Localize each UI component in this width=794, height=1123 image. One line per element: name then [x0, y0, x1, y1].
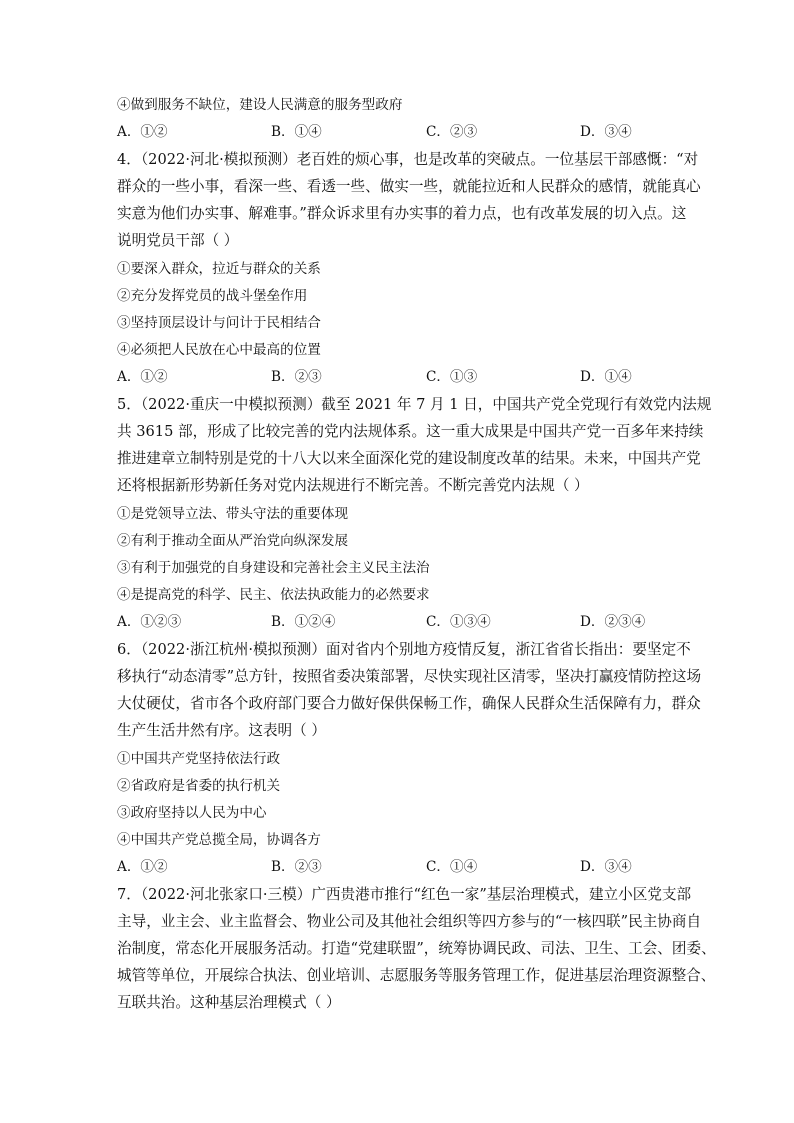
q6-stem-line: 6．（2022·浙江杭州·模拟预测）面对省内个别地方疫情反复，浙江省省长指出：要坚定不 [117, 641, 691, 658]
q4-answer-options [117, 368, 677, 386]
q5-answer-options [117, 613, 677, 631]
q3-answer-options [117, 123, 677, 141]
q5-stem-line: 推进建章立制特别是党的十八大以来全面深化党的建设制度改革的结果。未来，中国共产党 [117, 450, 701, 467]
answer-option-a: A．①② [117, 859, 168, 875]
answer-option-d: D．③④ [580, 124, 632, 140]
q6-option-statement-3: ③政府坚持以人民为中心 [117, 805, 267, 821]
q4-option-statement-4: ④必须把人民放在心中最高的位置 [117, 342, 321, 358]
q6-option-statement-1: ①中国共产党坚持依法行政 [117, 751, 281, 767]
q4-option-statement-3: ③坚持顶层设计与问计于民相结合 [117, 315, 321, 331]
q5-stem-line: 共 3615 部，形成了比较完善的党内法规体系。这一重大成果是中国共产党一百多年来持续 [117, 423, 704, 440]
q4-stem-line: 说明党员干部（ ） [117, 232, 239, 249]
q5-option-statement-2: ②有利于推动全面从严治党向纵深发展 [117, 533, 349, 549]
q6-stem-line: 生产生活井然有序。这表明（ ） [117, 722, 326, 739]
answer-option-b: B．②③ [271, 859, 322, 875]
answer-option-b: B．②③ [271, 369, 322, 385]
answer-option-b: B．①②④ [271, 614, 336, 630]
answer-option-b: B．①④ [271, 124, 322, 140]
q4-option-statement-2: ②充分发挥党员的战斗堡垒作用 [117, 288, 308, 304]
q7-stem-line: 主导，业主会、业主监督会、物业公司及其他社会组织等四方参与的“一核四联”民主协商自 [117, 913, 702, 930]
q7-stem-line: 治制度，常态化开展服务活动。打造“党建联盟”，统筹协调民政、司法、卫生、工会、团委、 [117, 940, 716, 957]
answer-option-c: C．①③ [426, 369, 478, 385]
answer-option-d: D．②③④ [580, 614, 646, 630]
q6-stem-line: 大仗硬仗，省市各个政府部门要合力做好保供保畅工作，确保人民群众生活保障有力，群众 [117, 695, 701, 712]
q5-stem-line: 还将根据新形势新任务对党内法规进行不断完善。不断完善党内法规（ ） [117, 477, 589, 494]
q5-option-statement-4: ④是提高党的科学、民主、依法执政能力的必然要求 [117, 587, 430, 603]
q5-option-statement-3: ③有利于加强党的自身建设和完善社会主义民主法治 [117, 560, 430, 576]
q3-option-statement-4: ④做到服务不缺位，建设人民满意的服务型政府 [117, 97, 403, 113]
q6-answer-options [117, 858, 677, 876]
answer-option-c: C．①④ [426, 859, 478, 875]
q7-stem-line: 城管等单位，开展综合执法、创业培训、志愿服务等服务管理工作，促进基层治理资源整合、 [117, 967, 716, 984]
q7-stem-line: 互联共治。这种基层治理模式（ ） [117, 994, 341, 1011]
q6-stem-line: 移执行“动态清零”总方针，按照省委决策部署，尽快实现社区清零，坚决打赢疫情防控这场 [117, 668, 702, 685]
q5-stem-line: 5．（2022·重庆一中模拟预测）截至 2021 年 7 月 1 日，中国共产党全党现行有效党内法规 [117, 396, 712, 413]
q4-stem-line: 群众的一些小事，看深一些、看透一些、做实一些，就能拉近和人民群众的感情，就能真心 [117, 178, 701, 195]
answer-option-a: A．①② [117, 369, 168, 385]
answer-option-c: C．①③④ [426, 614, 491, 630]
answer-option-a: A．①② [117, 124, 168, 140]
answer-option-c: C．②③ [426, 124, 478, 140]
q6-option-statement-4: ④中国共产党总揽全局，协调各方 [117, 832, 321, 848]
answer-option-d: D．③④ [580, 859, 632, 875]
q4-option-statement-1: ①要深入群众，拉近与群众的关系 [117, 261, 321, 277]
q4-stem-line: 实意为他们办实事、解难事。”群众诉求里有办实事的着力点，也有改革发展的切入点。这 [117, 205, 687, 222]
answer-option-d: D．①④ [580, 369, 632, 385]
q5-option-statement-1: ①是党领导立法、带头守法的重要体现 [117, 506, 349, 522]
q4-stem-line: 4．（2022·河北·模拟预测）老百姓的烦心事，也是改革的突破点。一位基层干部感慨：“对 [117, 151, 699, 168]
q7-stem-line: 7．（2022·河北张家口·三模）广西贵港市推行“红色一家”基层治理模式，建立小区党支部 [117, 886, 692, 903]
q6-option-statement-2: ②省政府是省委的执行机关 [117, 778, 281, 794]
answer-option-a: A．①②③ [117, 614, 182, 630]
